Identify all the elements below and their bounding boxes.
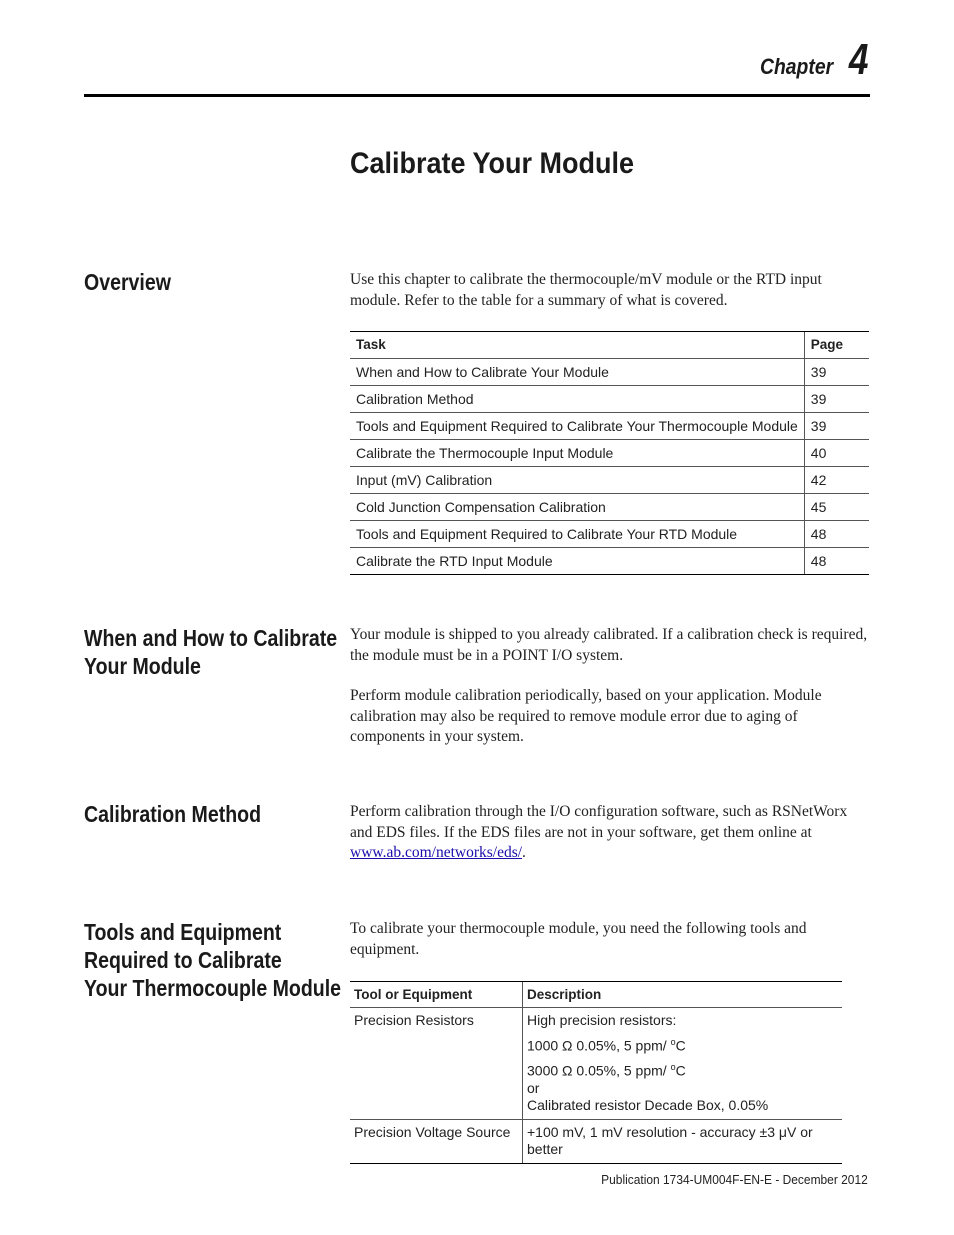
description-line: or — [527, 1079, 540, 1096]
page-cell: 39 — [804, 413, 869, 440]
table-row — [350, 521, 869, 548]
table-row — [350, 1119, 842, 1163]
page-cell: 42 — [804, 467, 869, 494]
table-row — [350, 494, 869, 521]
when-how-paragraph-1-start: Your module is shipped to you already calibrated — [350, 626, 655, 643]
table-row — [350, 467, 869, 494]
tools-heading — [84, 918, 341, 1002]
table-header-row — [350, 982, 842, 1008]
table-row — [350, 440, 869, 467]
table-row — [350, 413, 869, 440]
tools-table — [350, 981, 842, 1164]
description-cell: +100 mV, 1 mV resolution - accuracy ±3 μV or better — [523, 1119, 843, 1163]
table-row — [350, 359, 869, 386]
page-cell: 39 — [804, 359, 869, 386]
resistor-1000-line — [527, 1034, 838, 1055]
chapter-word: Chapter — [760, 54, 834, 79]
page-cell: 39 — [804, 386, 869, 413]
page-cell: 48 — [804, 521, 869, 548]
column-header-page: Page — [804, 332, 869, 359]
table-row — [350, 548, 869, 575]
resistor-1000-spec: 1000 Ω 0.05%, 5 ppm/ — [527, 1037, 671, 1054]
calibration-method-heading: Calibration Method — [84, 801, 262, 827]
tools-heading-line3: Your Thermocouple Module — [84, 975, 342, 1001]
task-cell: Calibrate the Thermocouple Input Module — [350, 440, 804, 467]
column-header-tool: Tool or Equipment — [350, 982, 523, 1008]
publication-footer: Publication 1734-UM004F-EN-E - December 2012 — [601, 1172, 868, 1187]
calibration-method-text-end: . — [522, 844, 526, 862]
degree-unit: C — [675, 1062, 686, 1079]
when-how-heading-line1: When and How to Calibrate — [84, 625, 338, 651]
page-cell: 40 — [804, 440, 869, 467]
tools-heading-line1: Tools and Equipment — [84, 919, 282, 945]
description-line: Calibrated resistor Decade Box, 0.05% — [527, 1097, 769, 1114]
when-how-paragraph-1-end: . If a calibration check is required, the module must be in a POINT I/O system. — [350, 626, 868, 664]
when-how-heading — [84, 624, 337, 680]
tools-heading-line2: Required to Calibrate — [84, 947, 282, 973]
when-how-heading-line2: Your Module — [84, 653, 201, 679]
tool-cell: Precision Resistors — [350, 1008, 523, 1120]
description-cell — [523, 1008, 843, 1120]
chapter-divider — [84, 94, 870, 97]
task-cell: Input (mV) Calibration — [350, 467, 804, 494]
degree-unit: C — [675, 1037, 686, 1054]
task-cell: Tools and Equipment Required to Calibrate Your Thermocouple Module — [350, 413, 804, 440]
tools-intro: To calibrate your thermocouple module, you need the following tools and equipment. — [350, 920, 807, 958]
page-title: Calibrate Your Module — [350, 147, 635, 180]
task-summary-table — [350, 331, 869, 575]
eds-files-link[interactable]: www.ab.com/networks/eds/ — [350, 844, 523, 862]
when-how-paragraph-2: Perform module calibration periodically, based on your application. Module calibration may also be required to remove module error due to aging of components in your system. — [350, 687, 822, 746]
calibration-method-text: Perform calibration through the I/O configuration software, such as RSNetWorx and EDS files. If the EDS files are not in your software, get them online at — [350, 803, 848, 841]
resistor-3000-spec: 3000 Ω 0.05%, 5 ppm/ — [527, 1062, 671, 1079]
page-cell: 45 — [804, 494, 869, 521]
column-header-task: Task — [350, 332, 804, 359]
description-line: High precision resistors: — [527, 1012, 677, 1028]
table-row — [350, 386, 869, 413]
when-how-paragraph-1 — [350, 625, 870, 666]
overview-intro: Use this chapter to calibrate the thermocouple/mV module or the RTD input module. Refer to the table for a summary of what is covered. — [350, 271, 822, 309]
table-row — [350, 1008, 842, 1120]
page-cell: 48 — [804, 548, 869, 575]
resistor-3000-line — [527, 1059, 838, 1080]
chapter-label — [750, 35, 868, 84]
calibration-method-paragraph — [350, 802, 870, 864]
task-cell: Calibrate the RTD Input Module — [350, 548, 804, 575]
task-cell: When and How to Calibrate Your Module — [350, 359, 804, 386]
task-cell: Tools and Equipment Required to Calibrate Your RTD Module — [350, 521, 804, 548]
tool-cell: Precision Voltage Source — [350, 1119, 523, 1163]
degree-symbol: o — [670, 1061, 676, 1072]
table-header-row — [350, 332, 869, 359]
degree-symbol: o — [670, 1036, 676, 1047]
task-cell: Cold Junction Compensation Calibration — [350, 494, 804, 521]
overview-heading: Overview — [84, 269, 171, 295]
chapter-number: 4 — [848, 35, 868, 84]
task-cell: Calibration Method — [350, 386, 804, 413]
column-header-description: Description — [523, 982, 843, 1008]
